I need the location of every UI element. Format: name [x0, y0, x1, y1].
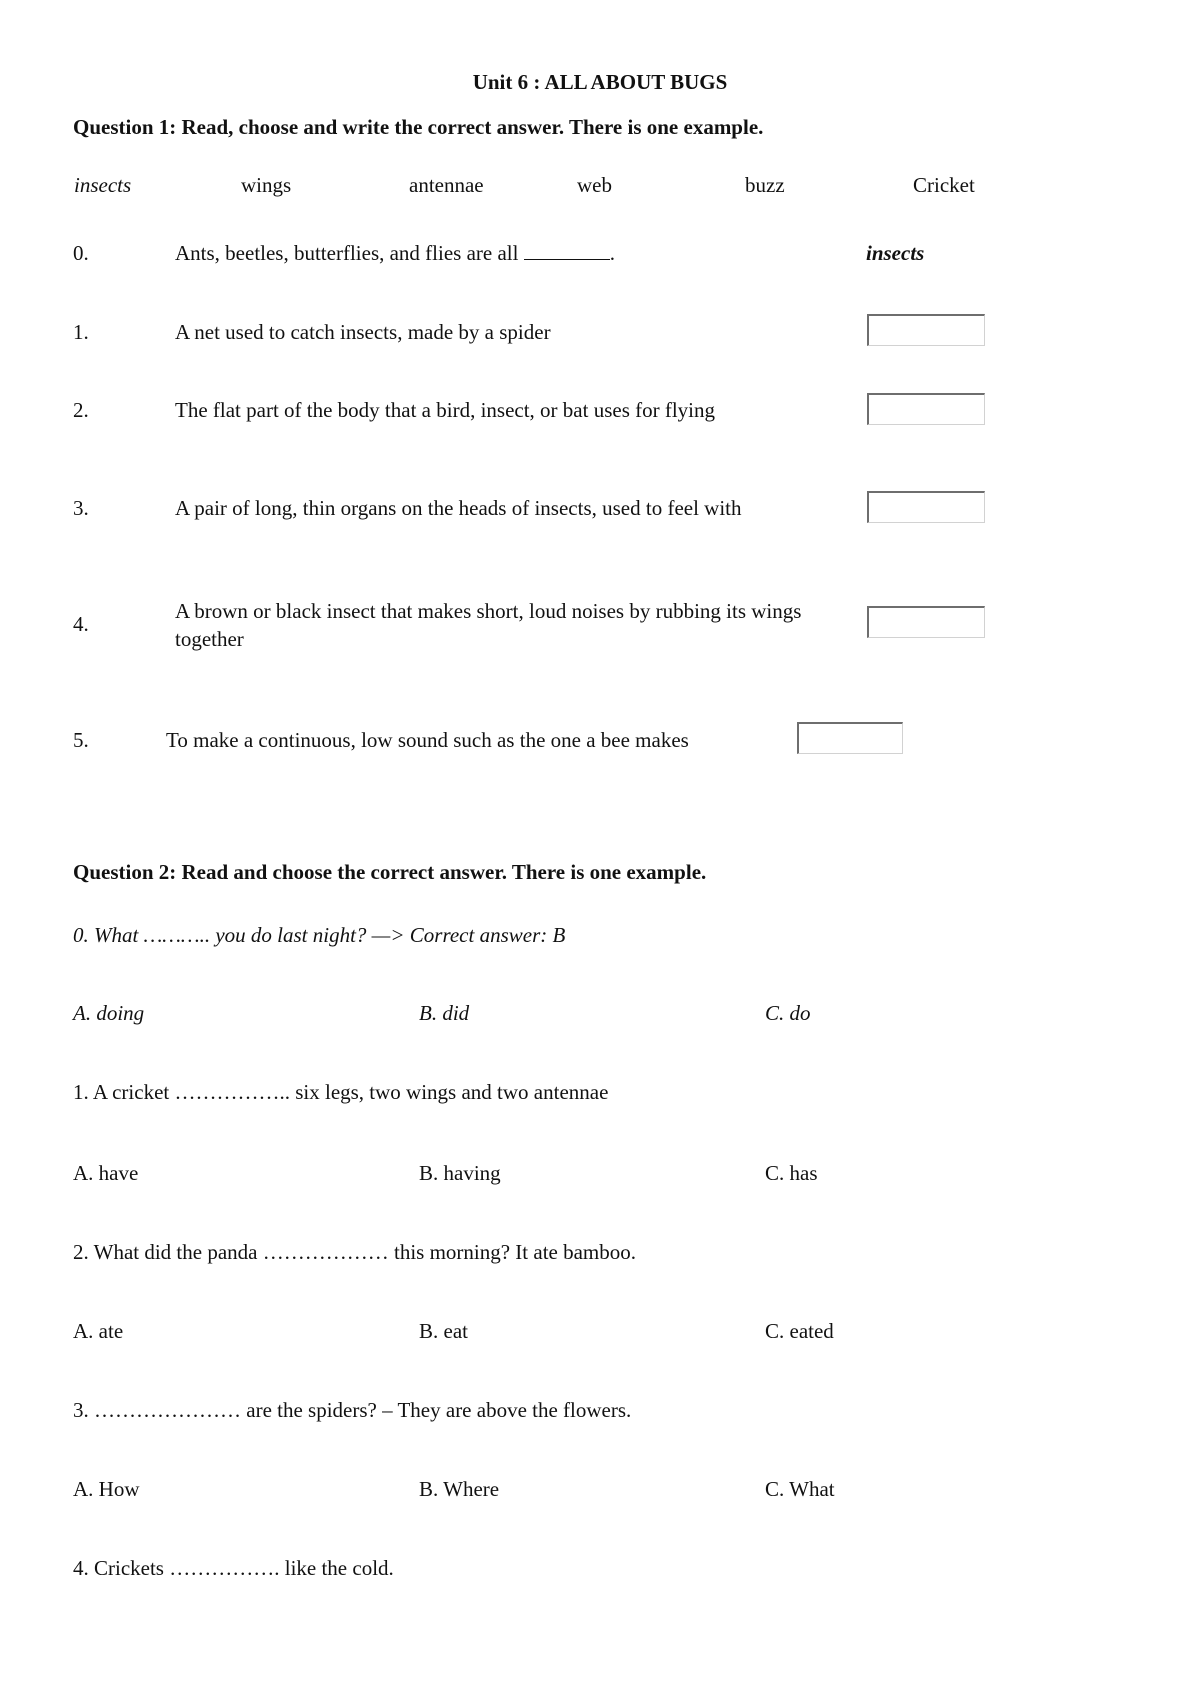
option-a: A. How: [73, 1477, 140, 1501]
item-number: 2.: [73, 398, 89, 422]
item-number: 1.: [73, 320, 89, 344]
word-bank-item: buzz: [745, 173, 785, 197]
answer-box-1[interactable]: [867, 314, 985, 346]
question-2-heading: Question 2: Read and choose the correct answer. There is one example.: [73, 860, 707, 884]
option-b: B. did: [419, 1001, 470, 1025]
question-text: 1. A cricket …………….. six legs, two wings and two antennae: [73, 1080, 609, 1104]
item-number: 3.: [73, 496, 89, 520]
option-a: A. doing: [73, 1001, 145, 1025]
example-text-before: Ants, beetles, butterflies, and flies are all: [175, 241, 519, 265]
answer-box-4[interactable]: [867, 606, 985, 638]
option-c: C. What: [765, 1477, 835, 1501]
answer-box-3[interactable]: [867, 491, 985, 523]
item-number: 0.: [73, 241, 89, 265]
item-number: 4.: [73, 612, 89, 636]
option-c: C. eated: [765, 1319, 834, 1343]
item-text: The flat part of the body that a bird, insect, or bat uses for flying: [175, 398, 716, 422]
item-text: To make a continuous, low sound such as the one a bee makes: [166, 728, 689, 752]
word-bank-item: Cricket: [913, 173, 975, 197]
example-answer: insects: [866, 241, 925, 265]
example-question: 0. What ……….. you do last night? —> Correct answer: B: [73, 923, 566, 947]
item-number: 5.: [73, 728, 89, 752]
question-text: 4. Crickets ……………. like the cold.: [73, 1556, 394, 1580]
answer-box-5[interactable]: [797, 722, 903, 754]
option-b: B. eat: [419, 1319, 468, 1343]
option-c: C. has: [765, 1161, 818, 1185]
example-text-after: .: [609, 241, 615, 265]
option-b: B. Where: [419, 1477, 500, 1501]
question-1-heading: Question 1: Read, choose and write the correct answer. There is one example.: [73, 115, 764, 139]
word-bank-item: insects: [74, 173, 132, 197]
option-c: C. do: [765, 1001, 811, 1025]
question-text: 2. What did the panda ……………… this morning? It ate bamboo.: [73, 1240, 637, 1264]
word-bank-item: web: [577, 173, 612, 197]
answer-blank: [524, 258, 610, 260]
answer-box-2[interactable]: [867, 393, 985, 425]
option-a: A. ate: [73, 1319, 124, 1343]
example-text: [175, 241, 615, 266]
item-text: A pair of long, thin organs on the heads of insects, used to feel with: [175, 496, 742, 520]
word-bank-item: antennae: [409, 173, 484, 197]
question-text: 3. ………………… are the spiders? – They are above the flowers.: [73, 1398, 632, 1422]
item-text: A net used to catch insects, made by a spider: [175, 320, 551, 344]
page-title: Unit 6 : ALL ABOUT BUGS: [472, 70, 728, 94]
word-bank-item: wings: [241, 173, 292, 197]
option-a: A. have: [73, 1161, 139, 1185]
item-text: A brown or black insect that makes short, loud noises by rubbing its wings together: [175, 599, 802, 651]
option-b: B. having: [419, 1161, 501, 1185]
